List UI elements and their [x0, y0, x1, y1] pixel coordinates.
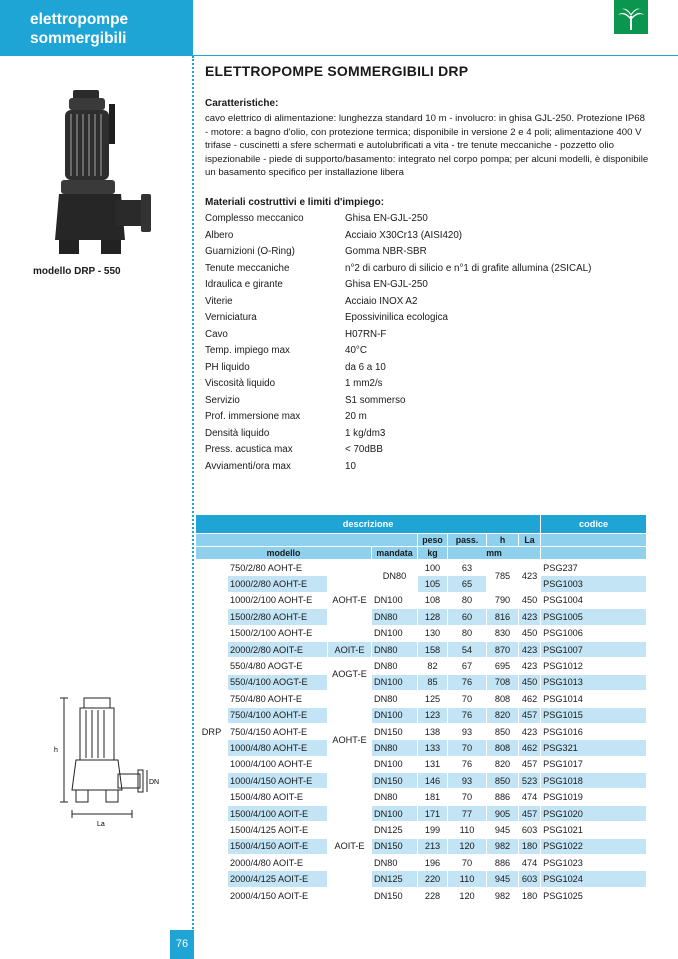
- cell-mandata: DN80: [372, 789, 418, 805]
- header-peso: peso: [418, 534, 448, 547]
- cell-h: 945: [487, 822, 519, 838]
- cell-la: 423: [519, 723, 541, 739]
- cell-la: 462: [519, 691, 541, 707]
- group-label: AOHT-E: [328, 691, 372, 789]
- cell-pass: 76: [448, 674, 487, 690]
- cell-peso: 220: [418, 871, 448, 887]
- cell-pass: 70: [448, 789, 487, 805]
- family-label: DRP: [196, 560, 228, 904]
- section-tab-line2: sommergibili: [30, 30, 127, 47]
- group-label: AOIT-E: [328, 641, 372, 657]
- drawing-label-la: La: [97, 821, 105, 828]
- cell-pass: 60: [448, 609, 487, 625]
- table-row: [196, 822, 647, 838]
- material-key: Complesso meccanico: [205, 213, 304, 224]
- cell-modello: 1500/2/100 AOHT-E: [228, 625, 328, 641]
- header-divider: [193, 55, 678, 56]
- material-row: [205, 461, 356, 478]
- cell-modello: 1000/4/100 AOHT-E: [228, 756, 328, 772]
- table-row: [196, 773, 647, 789]
- cell-mandata: DN100: [372, 592, 418, 608]
- cell-modello: 1500/2/80 AOHT-E: [228, 609, 328, 625]
- cell-codice: PSG1005: [541, 609, 647, 625]
- material-value: Ghisa EN-GJL-250: [345, 279, 428, 290]
- material-row: [205, 279, 428, 296]
- characteristics-text: cavo elettrico di alimentazione: lunghezza standard 10 m - involucro: in ghisa GJL-250. Protezione IP68 - motore: a bagno d'olio, con protezione termica; disponibile in versione 2 e 4 poli; alimentazione 400 V trifase - cuscinetti a sfere schermati e autolubrificati a vita - tre tenute meccaniche - pozzetto olio ispezionabile - piede di supporto/basamento: integrato nel corpo pompa; per alcuni modelli, è disponibile un basamento specifico per installazione libera: [205, 113, 649, 178]
- cell-la: 603: [519, 822, 541, 838]
- cell-peso: 125: [418, 691, 448, 707]
- cell-pass: 70: [448, 855, 487, 871]
- header-kg: kg: [418, 547, 448, 560]
- cell-peso: 146: [418, 773, 448, 789]
- material-value: Acciaio INOX A2: [345, 295, 418, 307]
- cell-peso: 123: [418, 707, 448, 723]
- cell-modello: 1000/4/80 AOHT-E: [228, 740, 328, 756]
- cell-modello: 750/4/150 AOHT-E: [228, 723, 328, 739]
- table-row: [196, 756, 647, 772]
- cell-h: 790: [487, 592, 519, 608]
- table-header-row: [196, 534, 647, 547]
- cell-la: 457: [519, 805, 541, 821]
- cell-pass: 110: [448, 871, 487, 887]
- table-header-row: [196, 547, 647, 560]
- cell-h: 695: [487, 658, 519, 674]
- cell-codice: PSG1021: [541, 822, 647, 838]
- cell-codice: PSG1012: [541, 658, 647, 674]
- cell-la: 180: [519, 887, 541, 903]
- cell-peso: 171: [418, 805, 448, 821]
- material-value: 1 kg/dm3: [345, 427, 386, 439]
- materials-heading: Materiali costruttivi e limiti d'impiego:: [205, 197, 385, 208]
- cell-peso: 133: [418, 740, 448, 756]
- cell-mandata: DN100: [372, 805, 418, 821]
- material-value: 10: [345, 460, 356, 472]
- table-row: [196, 805, 647, 821]
- cell-peso: 181: [418, 789, 448, 805]
- cell-pass: 77: [448, 805, 487, 821]
- cell-h: 816: [487, 609, 519, 625]
- material-row: [205, 213, 428, 230]
- table-row: [196, 658, 647, 674]
- cell-la: 423: [519, 609, 541, 625]
- cell-la: 450: [519, 625, 541, 641]
- material-key: Avviamenti/ora max: [205, 460, 291, 472]
- cell-codice: PSG1017: [541, 756, 647, 772]
- section-tab: [0, 0, 193, 56]
- cell-mandata: DN150: [372, 887, 418, 903]
- cell-mandata: DN125: [372, 822, 418, 838]
- material-key: Guarnizioni (O-Ring): [205, 246, 295, 257]
- cell-pass: 70: [448, 740, 487, 756]
- cell-pass: 63: [448, 560, 487, 576]
- cell-la: 180: [519, 838, 541, 854]
- header-codice: codice: [541, 515, 647, 534]
- cell-codice: PSG1018: [541, 773, 647, 789]
- cell-codice: PSG1025: [541, 887, 647, 903]
- cell-h: 982: [487, 887, 519, 903]
- material-row: [205, 444, 383, 461]
- material-row: [205, 428, 385, 445]
- cell-codice: PSG1023: [541, 855, 647, 871]
- cell-mandata: DN80: [372, 658, 418, 674]
- table-row: [196, 641, 647, 657]
- cell-pass: 80: [448, 592, 487, 608]
- cell-mandata: DN80: [372, 560, 418, 593]
- cell-peso: 213: [418, 838, 448, 854]
- cell-codice: PSG1024: [541, 871, 647, 887]
- material-row: [205, 345, 367, 362]
- cell-peso: 228: [418, 887, 448, 903]
- material-value: 40°C: [345, 345, 367, 356]
- cell-codice: PSG1004: [541, 592, 647, 608]
- header-descrizione: descrizione: [196, 515, 541, 534]
- cell-mandata: DN80: [372, 691, 418, 707]
- cell-codice: PSG1014: [541, 691, 647, 707]
- cell-modello: 750/4/80 AOHT-E: [228, 691, 328, 707]
- cell-modello: 1500/4/80 AOIT-E: [228, 789, 328, 805]
- header-mm: mm: [448, 547, 541, 560]
- material-value: Ghisa EN-GJL-250: [345, 213, 428, 224]
- cell-modello: 2000/4/80 AOIT-E: [228, 855, 328, 871]
- cell-la: 457: [519, 756, 541, 772]
- cell-peso: 158: [418, 641, 448, 657]
- material-row: [205, 411, 367, 428]
- cell-pass: 54: [448, 641, 487, 657]
- cell-h: 820: [487, 707, 519, 723]
- cell-modello: 1000/2/80 AOHT-E: [228, 576, 328, 592]
- table-row: [196, 723, 647, 739]
- cell-h: 820: [487, 756, 519, 772]
- cell-modello: 1500/4/100 AOIT-E: [228, 805, 328, 821]
- cell-peso: 105: [418, 576, 448, 592]
- cell-pass: 67: [448, 658, 487, 674]
- group-label: AOIT-E: [328, 789, 372, 904]
- material-row: [205, 230, 462, 247]
- material-value: n°2 di carburo di silicio e n°1 di grafite allumina (2SICAL): [345, 262, 592, 274]
- cell-la: 450: [519, 674, 541, 690]
- material-key: Densità liquido: [205, 427, 270, 439]
- cell-codice: PSG1003: [541, 576, 647, 592]
- table-row: [196, 707, 647, 723]
- material-key: Viterie: [205, 295, 233, 307]
- cell-h: 886: [487, 789, 519, 805]
- page-number: 76: [170, 930, 194, 959]
- cell-codice: PSG321: [541, 740, 647, 756]
- material-key: PH liquido: [205, 361, 250, 373]
- header-modello: modello: [196, 547, 372, 560]
- cell-codice: PSG1013: [541, 674, 647, 690]
- cell-codice: PSG1016: [541, 723, 647, 739]
- material-key: Viscosità liquido: [205, 378, 276, 389]
- cell-modello: 1000/2/100 AOHT-E: [228, 592, 328, 608]
- cell-h: 850: [487, 773, 519, 789]
- cell-h: 808: [487, 691, 519, 707]
- cell-pass: 93: [448, 723, 487, 739]
- cell-modello: 2000/2/80 AOIT-E: [228, 641, 328, 657]
- table-row: [196, 609, 647, 625]
- cell-mandata: DN100: [372, 756, 418, 772]
- material-key: Verniciatura: [205, 312, 257, 323]
- cell-h: 886: [487, 855, 519, 871]
- pump-photo: [55, 90, 155, 260]
- table-row: [196, 887, 647, 903]
- header-la: La: [519, 534, 541, 547]
- cell-la: 423: [519, 658, 541, 674]
- material-value: da 6 a 10: [345, 361, 386, 373]
- cell-modello: 1500/4/125 AOIT-E: [228, 822, 328, 838]
- cell-codice: PSG1020: [541, 805, 647, 821]
- cell-modello: 1500/4/150 AOIT-E: [228, 838, 328, 854]
- cell-pass: 110: [448, 822, 487, 838]
- spec-table: [195, 514, 647, 904]
- table-row: [196, 855, 647, 871]
- cell-mandata: DN80: [372, 641, 418, 657]
- header-mandata: mandata: [372, 547, 418, 560]
- cell-peso: 130: [418, 625, 448, 641]
- table-row: [196, 691, 647, 707]
- cell-modello: 1000/4/150 AOHT-E: [228, 773, 328, 789]
- cell-mandata: DN125: [372, 871, 418, 887]
- cell-h: 785: [487, 560, 519, 593]
- cell-mandata: DN150: [372, 838, 418, 854]
- material-row: [205, 329, 386, 346]
- cell-peso: 85: [418, 674, 448, 690]
- cell-la: 523: [519, 773, 541, 789]
- section-tab-line1: elettropompe: [30, 11, 129, 28]
- material-value: Gomma NBR-SBR: [345, 246, 427, 257]
- table-row: [196, 740, 647, 756]
- material-row: [205, 246, 427, 263]
- cell-la: 474: [519, 789, 541, 805]
- cell-modello: 750/4/100 AOHT-E: [228, 707, 328, 723]
- table-header-row: [196, 515, 647, 534]
- column-divider: [192, 56, 194, 936]
- material-value: < 70dBB: [345, 444, 383, 455]
- material-value: Epossivinilica ecologica: [345, 312, 448, 323]
- cell-h: 808: [487, 740, 519, 756]
- cell-la: 474: [519, 855, 541, 871]
- material-row: [205, 263, 591, 280]
- table-row: [196, 674, 647, 690]
- group-label: AOGT-E: [328, 658, 372, 691]
- cell-h: 870: [487, 641, 519, 657]
- table-row: [196, 871, 647, 887]
- material-key: Prof. immersione max: [205, 411, 301, 422]
- material-key: Idraulica e girante: [205, 279, 283, 290]
- cell-pass: 76: [448, 756, 487, 772]
- cell-peso: 196: [418, 855, 448, 871]
- table-row: [196, 576, 647, 592]
- cell-peso: 108: [418, 592, 448, 608]
- table-row: [196, 625, 647, 641]
- cell-codice: PSG1006: [541, 625, 647, 641]
- cell-h: 830: [487, 625, 519, 641]
- cell-codice: PSG237: [541, 560, 647, 576]
- cell-codice: PSG1015: [541, 707, 647, 723]
- cell-peso: 131: [418, 756, 448, 772]
- table-row: [196, 789, 647, 805]
- cell-pass: 93: [448, 773, 487, 789]
- material-key: Tenute meccaniche: [205, 262, 290, 274]
- material-key: Press. acustica max: [205, 444, 293, 455]
- cell-la: 450: [519, 592, 541, 608]
- cell-h: 905: [487, 805, 519, 821]
- material-key: Albero: [205, 229, 234, 241]
- cell-mandata: DN150: [372, 773, 418, 789]
- cell-pass: 80: [448, 625, 487, 641]
- cell-pass: 70: [448, 691, 487, 707]
- page-title: ELETTROPOMPE SOMMERGIBILI DRP: [205, 63, 469, 79]
- cell-peso: 82: [418, 658, 448, 674]
- table-row: [196, 838, 647, 854]
- cell-pass: 120: [448, 838, 487, 854]
- material-value: Acciaio X30Cr13 (AISI420): [345, 229, 463, 241]
- material-row: [205, 378, 383, 395]
- cell-peso: 100: [418, 560, 448, 576]
- cell-modello: 2000/4/150 AOIT-E: [228, 887, 328, 903]
- cell-peso: 128: [418, 609, 448, 625]
- cell-mandata: DN100: [372, 625, 418, 641]
- cell-mandata: DN80: [372, 740, 418, 756]
- material-value: H07RN-F: [345, 328, 387, 340]
- material-row: [205, 395, 405, 412]
- cell-pass: 76: [448, 707, 487, 723]
- image-caption: modello DRP - 550: [33, 266, 121, 277]
- cell-la: 462: [519, 740, 541, 756]
- cell-la: 457: [519, 707, 541, 723]
- cell-modello: 550/4/80 AOGT-E: [228, 658, 328, 674]
- material-value: 1 mm2/s: [345, 378, 383, 389]
- cell-mandata: DN100: [372, 674, 418, 690]
- cell-modello: 2000/4/125 AOIT-E: [228, 871, 328, 887]
- cell-la: 423: [519, 560, 541, 593]
- cell-codice: PSG1007: [541, 641, 647, 657]
- cell-mandata: DN80: [372, 855, 418, 871]
- material-row: [205, 296, 417, 313]
- cell-pass: 120: [448, 887, 487, 903]
- cell-h: 850: [487, 723, 519, 739]
- material-key: Temp. impiego max: [205, 345, 290, 356]
- cell-la: 603: [519, 871, 541, 887]
- cell-modello: 550/4/100 AOGT-E: [228, 674, 328, 690]
- cell-codice: PSG1022: [541, 838, 647, 854]
- group-label: AOHT-E: [328, 560, 372, 642]
- material-key: Servizio: [205, 394, 240, 406]
- cell-codice: PSG1019: [541, 789, 647, 805]
- material-row: [205, 312, 448, 329]
- cell-modello: 750/2/80 AOHT-E: [228, 560, 328, 576]
- cell-h: 708: [487, 674, 519, 690]
- cell-h: 945: [487, 871, 519, 887]
- material-key: Cavo: [205, 328, 228, 340]
- dimension-drawing: [50, 690, 160, 830]
- drawing-label-dn: DN: [149, 779, 160, 786]
- cell-mandata: DN100: [372, 707, 418, 723]
- characteristics-heading: Caratteristiche:: [205, 98, 279, 109]
- cell-peso: 138: [418, 723, 448, 739]
- table-row: [196, 592, 647, 608]
- cell-mandata: DN150: [372, 723, 418, 739]
- drawing-label-h: h: [54, 747, 58, 754]
- cell-pass: 65: [448, 576, 487, 592]
- cell-h: 982: [487, 838, 519, 854]
- material-value: S1 sommerso: [345, 394, 406, 406]
- header-pass: pass.: [448, 534, 487, 547]
- material-value: 20 m: [345, 411, 367, 422]
- cell-mandata: DN80: [372, 609, 418, 625]
- brand-logo-icon: [614, 0, 648, 34]
- cell-la: 423: [519, 641, 541, 657]
- material-row: [205, 362, 386, 379]
- header-h: h: [487, 534, 519, 547]
- cell-peso: 199: [418, 822, 448, 838]
- table-row: [196, 560, 647, 576]
